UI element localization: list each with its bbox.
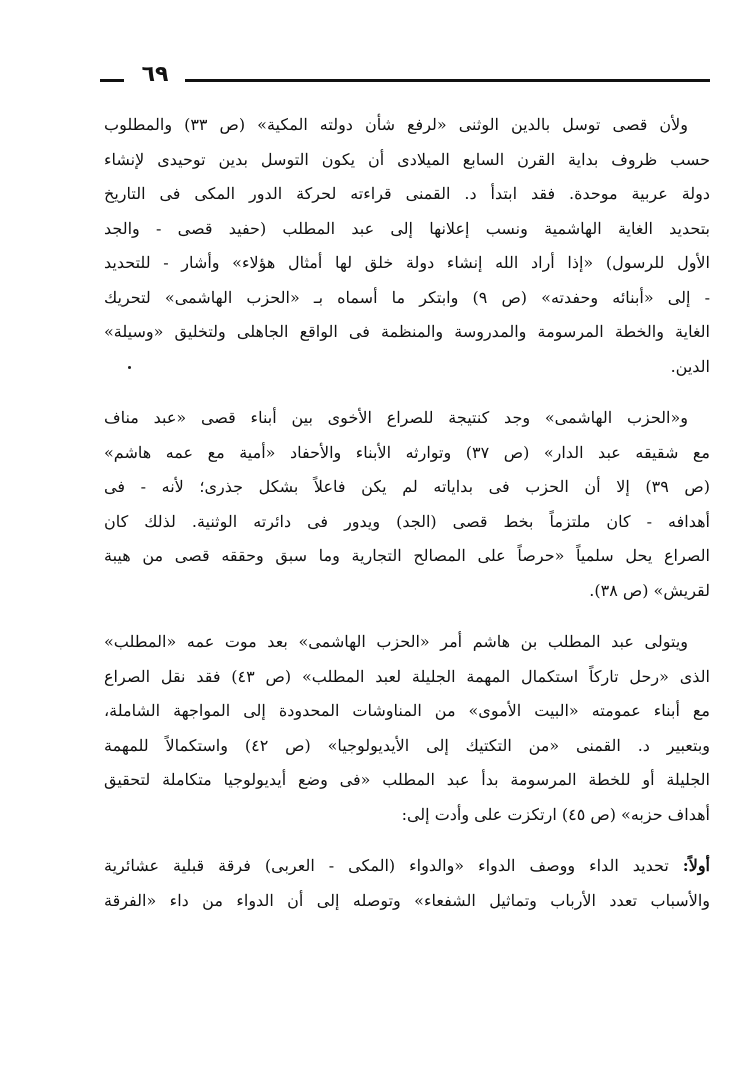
text-line: والأسباب تعدد الأرباب وتماثيل الشفعاء» وتوصله إلى أن الدواء من داء «الفرقة xyxy=(104,890,710,910)
text-line: ولأن قصى توسل بالدين الوثنى «لرفع شأن دولته المكية» (ص ٣٣) والمطلوب xyxy=(104,115,688,134)
text-line: الدين. xyxy=(670,356,710,376)
text-line: لقريش» (ص ٣٨). xyxy=(589,580,710,600)
text-line: دولة عربية موحدة. فقد ابتدأ د. القمنى قراءته لحركة الدور المكى فى التاريخ xyxy=(104,184,710,203)
text-line: ويتولى عبد المطلب بن هاشم أمر «الحزب الهاشمى» بعد موت عمه «المطلب» xyxy=(104,632,688,651)
text-line: (ص ٣٩) إلا أن الحزب فى بداياته لم يكن فاعلاً بشكل جذرى؛ لأنه - فى xyxy=(104,477,710,496)
text-line-with-lead xyxy=(104,849,710,884)
paragraph-1 xyxy=(104,108,710,384)
text-line: و«الحزب الهاشمى» وجد كنتيجة للصراع الأخوى بين أبناء قصى «عبد مناف xyxy=(104,408,688,427)
text-line: الصراع يحل سلمياً «حرصاً على المصالح التجارية وما سبق وحققه قصى من هيبة xyxy=(104,546,710,565)
text-line: الغاية والخطة المرسومة والمدروسة والمنظمة فى الواقع الجاهلى ولتخليق «وسيلة» xyxy=(104,322,710,341)
text-line: أهدافه - كان ملتزماً بخط قصى (الجد) ويدور فى دائرته الوثنية. لذلك كان xyxy=(104,511,710,531)
paragraph-2 xyxy=(104,401,710,608)
paragraph-3 xyxy=(104,625,710,832)
header-rule-long xyxy=(185,79,710,82)
text-line: أهداف حزبه» (ص ٤٥) ارتكزت على وأدت إلى: xyxy=(401,804,710,824)
text-line: مع شقيقه عبد الدار» (ص ٣٧) وتوارثه الأبناء والأحفاد «أمية مع عمه هاشم» xyxy=(104,442,710,462)
page-header xyxy=(100,62,710,92)
list-lead-label: أولاً: xyxy=(682,856,710,875)
body-text xyxy=(104,108,710,935)
page-number: ٦٩ xyxy=(141,62,169,87)
text-line: بتحديد الغاية الهاشمية ونسب إعلانها إلى عبد المطلب (حفيد قصى - والجد xyxy=(104,218,710,238)
text-line: مع أبناء عمومته «البيت الأموى» من المناوشات المحدودة إلى المواجهة الشاملة، xyxy=(104,701,710,720)
text-line: الأول للرسول) «إذا أراد الله إنشاء دولة خلق لها أمثال هؤلاء» وأشار - للتحديد xyxy=(104,253,710,272)
text-line: وبتعبير د. القمنى «من التكتيك إلى الأيديولوجيا» (ص ٤٢) واستكمالاً للمهمة xyxy=(104,735,710,755)
text-line: تحديد الداء ووصف الدواء «والدواء (المكى - العربى) فرقة قبلية عشائرية xyxy=(104,856,683,875)
text-line: حسب ظروف بداية القرن السابع الميلادى أن يكون التوسل بدين توحيدى لإنشاء xyxy=(104,149,710,169)
header-rule-short xyxy=(100,79,124,82)
text-line: الجليلة أو للخطة المرسومة بدأ عبد المطلب «فى وضع أيديولوجيا متكاملة لتحقيق xyxy=(104,770,710,789)
print-speck xyxy=(128,366,131,369)
paragraph-4 xyxy=(104,849,710,918)
text-line: الذى «رحل تاركاً استكمال المهمة الجليلة لعبد المطلب» (ص ٤٣) فقد نقل الصراع xyxy=(104,666,710,686)
text-line: - إلى «أبنائه وحفدته» (ص ٩) وابتكر ما أسماه بـ «الحزب الهاشمى» لتحريك xyxy=(104,287,710,307)
